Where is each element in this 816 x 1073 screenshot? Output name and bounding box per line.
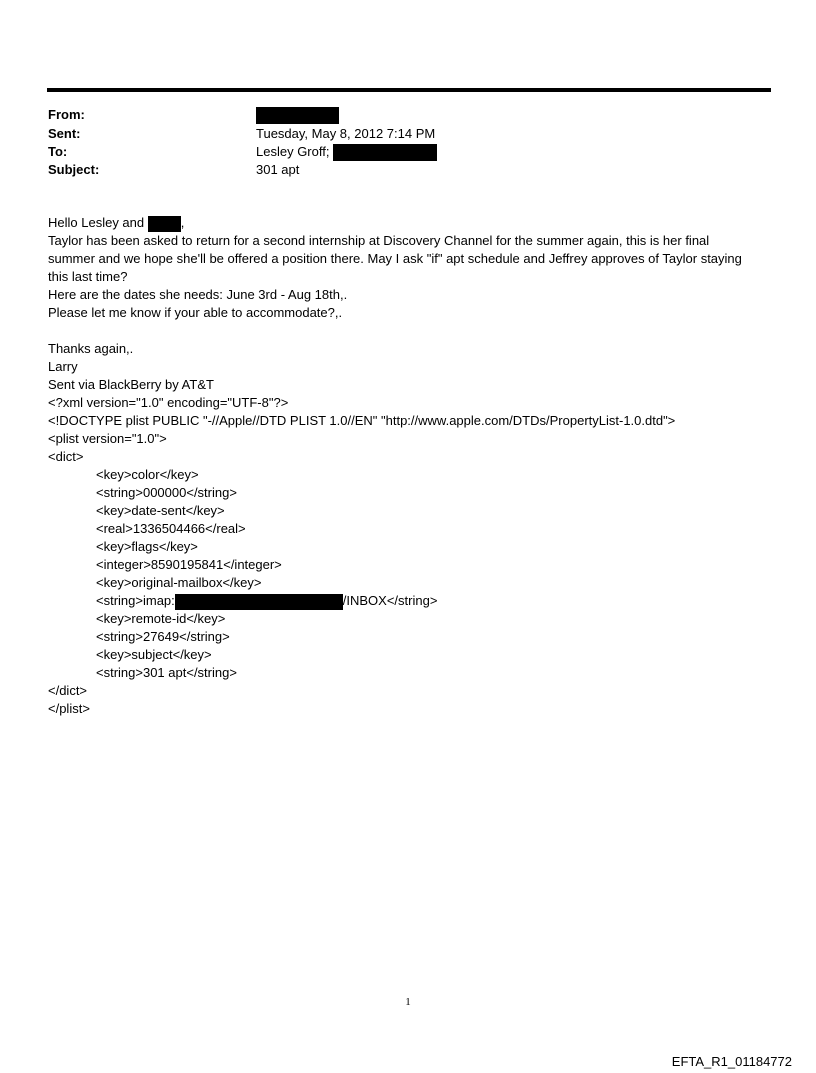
to-recipient: Lesley Groff; [256,144,330,159]
signature-line: Larry [48,359,78,374]
imap-suffix: /INBOX</string> [342,593,438,608]
email-body [48,214,748,718]
page-number: 1 [405,996,411,1008]
plist-string-imap [48,592,748,610]
plist-integer-flags: <integer>8590195841</integer> [96,557,282,572]
sent-value: Tuesday, May 8, 2012 7:14 PM [256,126,436,141]
redaction-box [148,216,181,232]
plist-close: </plist> [48,701,90,716]
dates-line: Here are the dates she needs: June 3rd - Aug 18th,. [48,287,348,302]
plist-string-color: <string>000000</string> [96,485,237,500]
redaction-box [175,594,343,610]
plist-key-subject: <key>subject</key> [96,647,212,662]
plist-key-date-sent: <key>date-sent</key> [96,503,225,518]
plist-key-color: <key>color</key> [96,467,199,482]
subject-label: Subject: [48,162,100,177]
sent-label: Sent: [48,126,81,141]
message-paragraph: Taylor has been asked to return for a second internship at Discovery Channel for the summer again, this is her final summer and we hope she'll be offered a position there. May I ask "if" apt schedule and Jeffrey approves of Taylor staying this last time? [48,233,742,284]
redaction-box [256,107,339,124]
request-line: Please let me know if your able to accommodate?,. [48,305,343,320]
plist-xml-decl: <?xml version="1.0" encoding="UTF-8"?> [48,395,289,410]
to-label: To: [48,144,68,159]
header-divider [47,88,771,92]
plist-real-date: <real>1336504466</real> [96,521,246,536]
plist-key-flags: <key>flags</key> [96,539,198,554]
subject-value: 301 apt [256,162,300,177]
bates-number: EFTA_R1_01184772 [671,1054,792,1069]
dict-open: <dict> [48,449,84,464]
from-label: From: [48,107,85,122]
imap-prefix: <string>imap: [96,593,175,608]
thanks-line: Thanks again,. [48,341,134,356]
greeting-prefix: Hello Lesley and [48,215,145,230]
dict-close: </dict> [48,683,88,698]
plist-open: <plist version="1.0"> [48,431,167,446]
plist-string-subject: <string>301 apt</string> [96,665,237,680]
plist-key-mailbox: <key>original-mailbox</key> [96,575,262,590]
from-value [256,106,339,124]
plist-key-remote-id: <key>remote-id</key> [96,611,226,626]
greeting-line [48,214,748,232]
blank-line [48,322,748,340]
redaction-box [333,144,437,161]
plist-doctype: <!DOCTYPE plist PUBLIC "-//Apple//DTD PLIST 1.0//EN" "http://www.apple.com/DTDs/PropertyList-1.0.dtd"> [48,413,676,428]
plist-string-remote-id: <string>27649</string> [96,629,230,644]
greeting-suffix: , [180,215,185,230]
sent-via-line: Sent via BlackBerry by AT&T [48,377,214,392]
to-value [256,143,437,161]
